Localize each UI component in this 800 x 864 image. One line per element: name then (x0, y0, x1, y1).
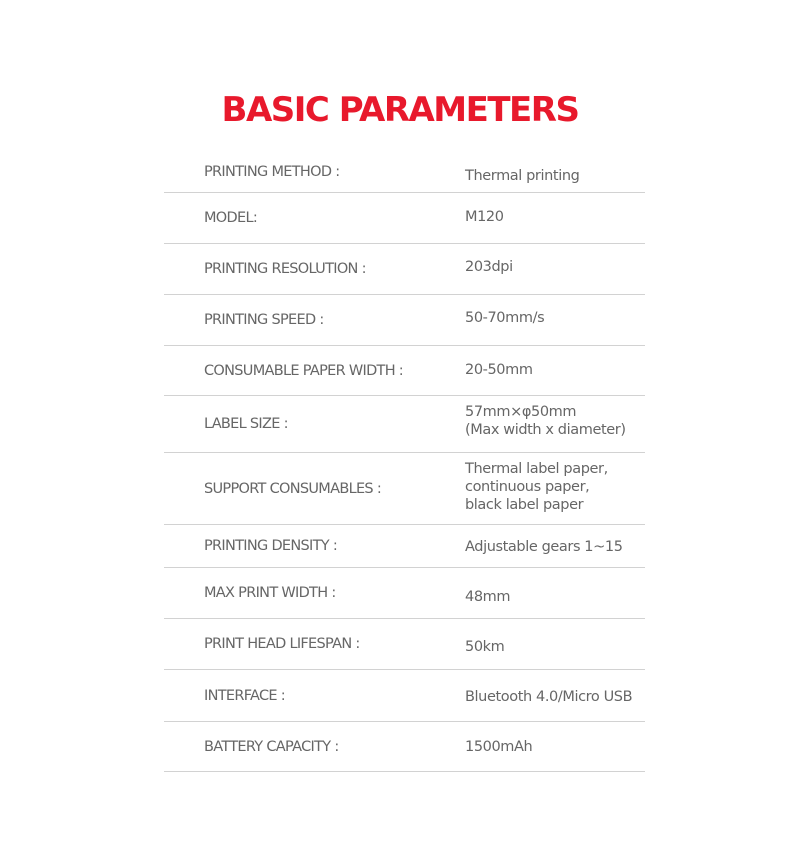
param-value (465, 309, 645, 327)
param-label: SUPPORT CONSUMABLES : (204, 480, 382, 497)
param-label: PRINTING RESOLUTION : (204, 261, 366, 277)
param-value-line: 50km (465, 639, 505, 655)
param-row-battery-capacity (164, 722, 645, 772)
param-value (465, 258, 645, 276)
param-value-line: continuous paper, (465, 479, 590, 495)
param-value-line: (Max width x diameter) (465, 422, 626, 438)
page-title: BASIC PARAMETERS (221, 90, 579, 130)
param-value-line: 1500mAh (465, 739, 533, 755)
param-row-print-head-lifespan (164, 619, 645, 670)
param-row-printing-speed (164, 295, 645, 346)
param-value-line: Bluetooth 4.0/Micro USB (465, 689, 633, 705)
param-value (465, 167, 645, 185)
param-value (465, 688, 645, 706)
param-row-paper-width (164, 346, 645, 396)
param-value-line: Thermal label paper, (465, 461, 608, 477)
param-value-line: 48mm (465, 589, 511, 605)
param-value-line: 57mm×φ50mm (465, 404, 577, 420)
param-row-printing-method (164, 152, 645, 193)
parameters-table (164, 152, 645, 772)
param-value (465, 738, 645, 756)
param-label: LABEL SIZE : (204, 416, 288, 432)
param-row-printing-density (164, 525, 645, 568)
param-label: MODEL: (204, 210, 258, 226)
param-value (465, 361, 645, 379)
param-value (465, 638, 645, 656)
param-label: CONSUMABLE PAPER WIDTH : (204, 362, 403, 379)
param-value-line: 203dpi (465, 259, 513, 275)
param-label: MAX PRINT WIDTH : (204, 585, 336, 601)
param-label: INTERFACE : (204, 687, 285, 704)
param-row-interface (164, 670, 645, 722)
param-value (465, 538, 645, 556)
param-label: PRINTING METHOD : (204, 164, 340, 180)
param-value-line: Adjustable gears 1~15 (465, 539, 623, 555)
param-row-label-size (164, 396, 645, 453)
param-value (465, 403, 645, 439)
param-label: PRINT HEAD LIFESPAN : (204, 636, 360, 652)
param-row-support-consumables (164, 453, 645, 525)
param-value (465, 460, 645, 514)
param-label: PRINTING SPEED : (204, 312, 324, 328)
param-value-line: 50-70mm/s (465, 310, 545, 326)
param-row-printing-resolution (164, 244, 645, 295)
param-value-line: 20-50mm (465, 362, 533, 378)
param-value (465, 208, 645, 226)
param-row-model (164, 193, 645, 244)
param-row-max-print-width (164, 568, 645, 619)
param-value (465, 588, 645, 606)
param-value-line: Thermal printing (465, 168, 580, 184)
param-value-line: black label paper (465, 497, 584, 513)
param-label: BATTERY CAPACITY : (204, 738, 339, 755)
param-value-line: M120 (465, 209, 504, 225)
param-label: PRINTING DENSITY : (204, 538, 338, 554)
